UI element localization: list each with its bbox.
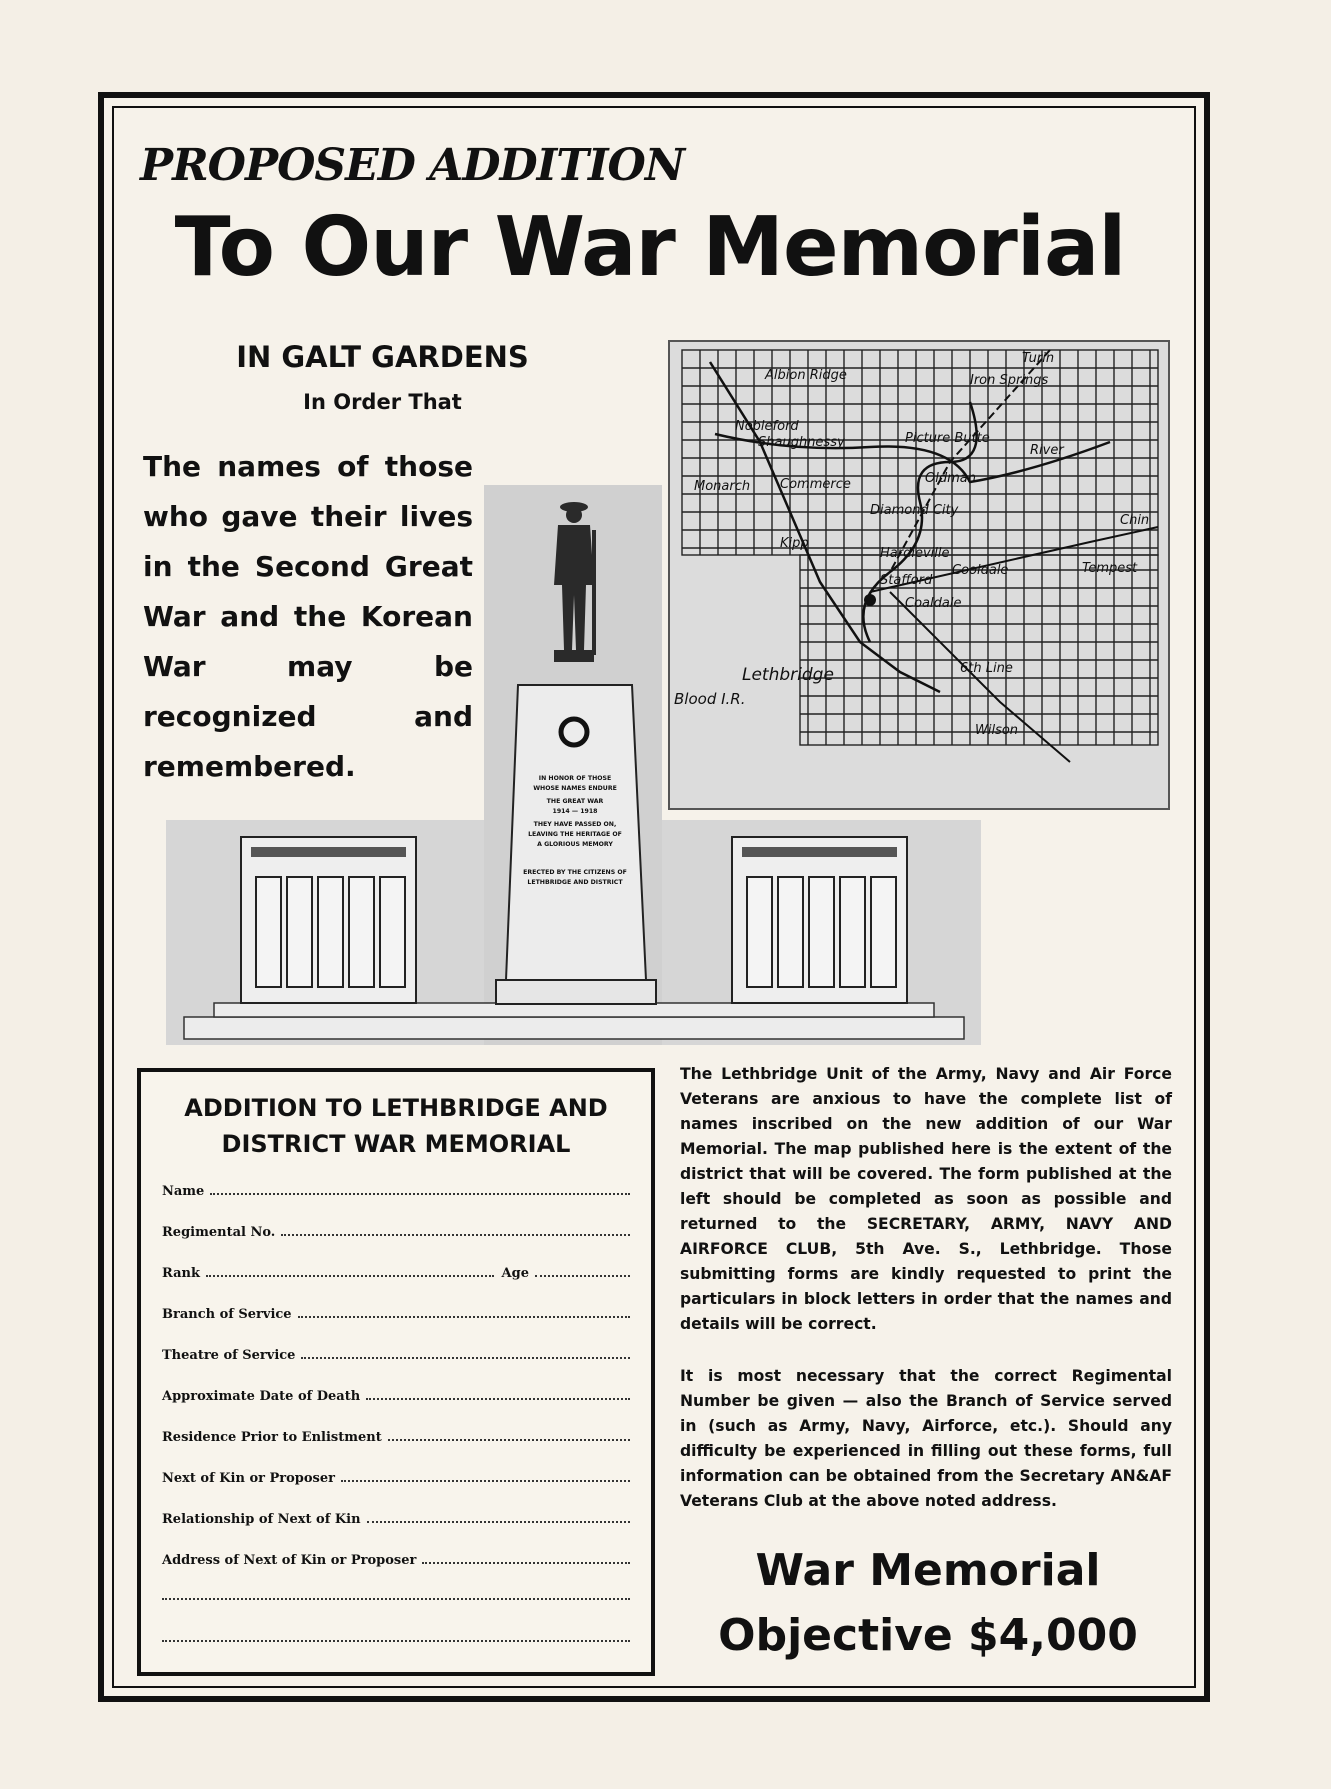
map-label-coaldale: Coaldale xyxy=(905,596,962,611)
inscription-line: ERECTED BY THE CITIZENS OF xyxy=(523,869,627,876)
left-name-panel xyxy=(241,837,416,1003)
theatre-label: Theatre of Service xyxy=(162,1348,296,1363)
map-label-sixth-line: 6th Line xyxy=(960,661,1013,676)
inscription-line: 1914 — 1918 xyxy=(552,808,598,815)
form-title-line2: DISTRICT WAR MEMORIAL xyxy=(221,1130,571,1158)
map-label-picture-butte: Picture Butte xyxy=(905,431,990,446)
map-label-kipp: Kipp xyxy=(780,536,809,551)
death-date-label: Approximate Date of Death xyxy=(162,1389,361,1404)
headline: To Our War Memorial xyxy=(174,200,1126,295)
theatre-field[interactable] xyxy=(162,1347,630,1363)
address-label: Address of Next of Kin or Proposer xyxy=(162,1553,417,1568)
lead-paragraph: The names of those who gave their lives in the Second Great War and the Korean War may be recognized and remembered. xyxy=(143,450,473,783)
branch-label: Branch of Service xyxy=(162,1307,292,1322)
district-map-drawing xyxy=(670,342,1168,808)
district-map xyxy=(668,340,1170,810)
map-label-wilson: Wilson xyxy=(975,723,1019,738)
name-label: Name xyxy=(162,1184,205,1199)
map-label-lethbridge: Lethbridge xyxy=(742,665,834,685)
obelisk-plinth xyxy=(496,980,656,1004)
regimental-no-label: Regimental No. xyxy=(162,1225,276,1240)
age-label: Age xyxy=(501,1266,529,1281)
rank-field[interactable] xyxy=(162,1265,630,1281)
branch-field[interactable] xyxy=(162,1306,630,1322)
map-label-monarch: Monarch xyxy=(694,479,751,494)
map-label-turin: Turin xyxy=(1022,351,1055,366)
inscription-line: A GLORIOUS MEMORY xyxy=(537,841,613,848)
objective-line1: War Memorial xyxy=(755,1545,1101,1596)
inscription-line: WHOSE NAMES ENDURE xyxy=(533,785,617,792)
inscription-line: IN HONOR OF THOSE xyxy=(538,775,612,782)
memorial-base-upper-step xyxy=(214,1003,934,1017)
inscription-line: THE GREAT WAR xyxy=(546,798,604,805)
map-label-tempest: Tempest xyxy=(1082,561,1138,576)
inscription-line: LETHBRIDGE AND DISTRICT xyxy=(527,879,623,886)
map-label-chin: Chin xyxy=(1120,513,1150,528)
residence-label: Residence Prior to Enlistment xyxy=(162,1430,382,1445)
map-label-oldman: Oldman xyxy=(925,471,976,486)
right-name-panel xyxy=(732,837,907,1003)
address-line-2[interactable] xyxy=(162,1598,630,1600)
rank-label: Rank xyxy=(162,1266,200,1281)
age-field[interactable] xyxy=(535,1265,630,1277)
map-label-albion-ridge: Albion Ridge xyxy=(765,368,847,383)
body-paragraph-1: The Lethbridge Unit of the Army, Navy and Air Force Veterans are anxious to have the complete list of names inscribed on the new addition of our War Memorial. The map published here is the extent of the district that will be covered. The form published at the left should be completed as soon as possible and returned to the SECRETARY, ARMY, NAVY AND AIRFORCE CLUB, 5th Ave. S., Lethbridge. Those submitting forms are kindly requested to print the particulars in block letters in order that the names and details will be correct. xyxy=(680,1065,1172,1333)
inscription-line: THEY HAVE PASSED ON, xyxy=(533,821,617,828)
map-label-nobleford: Nobleford xyxy=(735,419,799,434)
order-subhead: In Order That xyxy=(303,390,462,414)
name-field[interactable] xyxy=(162,1183,630,1199)
map-label-stafford: Stafford xyxy=(880,573,933,588)
map-label-commerce: Commerce xyxy=(780,477,851,492)
lethbridge-marker xyxy=(864,594,876,606)
address-line-3[interactable] xyxy=(162,1640,630,1642)
residence-field[interactable] xyxy=(162,1429,630,1445)
map-label-river: River xyxy=(1030,443,1064,458)
map-label-cooldale: Cooldale xyxy=(952,563,1009,578)
inscription-line: LEAVING THE HERITAGE OF xyxy=(528,831,622,838)
form-title-line1: ADDITION TO LETHBRIDGE AND xyxy=(184,1094,608,1122)
next-of-kin-field[interactable] xyxy=(162,1470,630,1486)
body-paragraph-2: It is most necessary that the correct Regimental Number be given — also the Branch of Service served in (such as Army, Navy, Airforce, etc.). Should any difficulty be experienced in filling out these forms, full information can be obtained from the Secretary AN&AF Veterans Club at the above noted address. xyxy=(680,1367,1172,1510)
form-title xyxy=(150,1090,642,1162)
map-label-blood-ir: Blood I.R. xyxy=(674,690,746,708)
address-field[interactable] xyxy=(162,1552,630,1568)
relationship-label: Relationship of Next of Kin xyxy=(162,1512,361,1527)
map-label-iron-springs: Iron Springs xyxy=(970,373,1049,388)
relationship-field[interactable] xyxy=(162,1511,630,1527)
map-label-diamond-city: Diamond City xyxy=(870,503,959,518)
regimental-no-field[interactable] xyxy=(162,1224,630,1240)
location-subhead: IN GALT GARDENS xyxy=(236,340,529,374)
objective-line2: Objective $4,000 xyxy=(718,1610,1138,1661)
memorial-base-step xyxy=(184,1017,964,1039)
next-of-kin-label: Next of Kin or Proposer xyxy=(162,1471,335,1486)
map-label-shaughnessy: Shaughnessy xyxy=(758,435,845,450)
map-label-hardieville: Hardieville xyxy=(880,546,950,561)
death-date-field[interactable] xyxy=(162,1388,630,1404)
kicker-title: PROPOSED ADDITION xyxy=(140,140,685,191)
